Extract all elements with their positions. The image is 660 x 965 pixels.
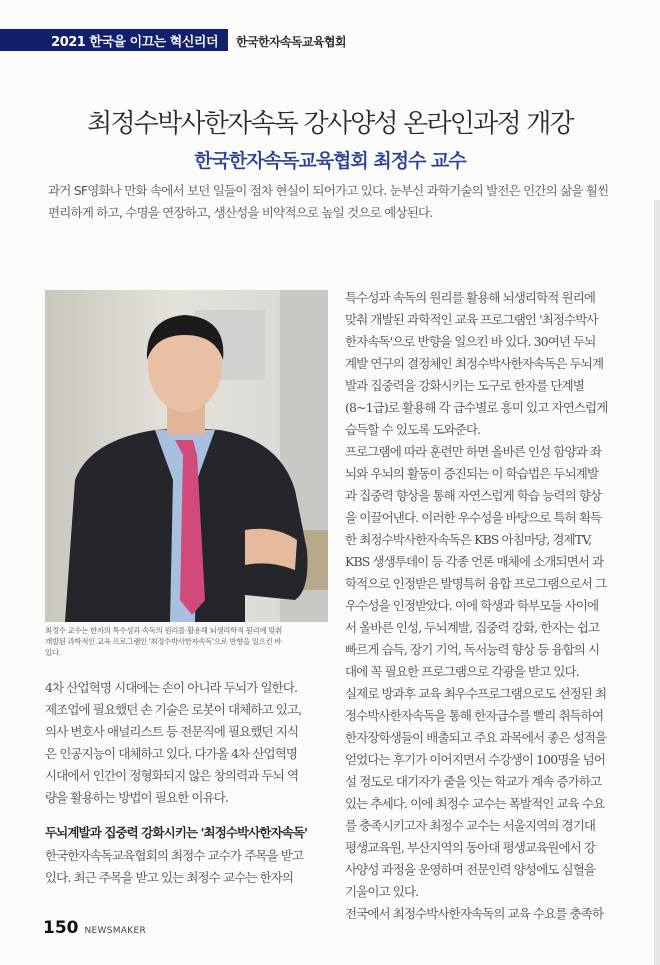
body-line: 맞춰 개발된 과학적인 교육 프로그램인 '최정수박사: [345, 312, 598, 327]
body-line: 사양성 과정을 운영하며 전문인력 양성에도 심혈을: [345, 862, 596, 877]
body-line: 설 정도로 대기자가 줄을 잇는 학교가 계속 증가하고: [345, 774, 602, 789]
body-line: 과 집중력 향상을 통해 자연스럽게 학습 능력의 향상: [345, 488, 602, 503]
body-line: 한국한자속독교육협회의 최정수 교수가 주목을 받고: [45, 848, 304, 863]
body-line: 4차 산업혁명 시대에는 손이 아니라 두뇌가 일한다.: [45, 680, 298, 695]
page-number: 150: [43, 918, 79, 938]
article-title: 최정수박사한자속독 강사양성 온라인과정 개강: [87, 109, 573, 139]
body-line: 프로그램에 따라 훈련만 하면 올바른 인성 함양과 좌: [345, 444, 602, 459]
body-line: 제조업에 필요했던 손 기술은 로봇이 대체하고 있고,: [45, 702, 302, 717]
article-intro: [48, 180, 628, 224]
portrait-illustration: [45, 290, 328, 622]
body-line: 시대에서 인간이 정형화되지 않은 창의력과 두뇌 역: [45, 768, 299, 783]
body-line: 대에 꼭 필요한 프로그램으로 각광을 받고 있다.: [345, 664, 579, 679]
body-line: 은 인공지능이 대체하고 있다. 다가올 4차 산업혁명: [45, 746, 298, 761]
body-line: 전국에서 최정수박사한자속독의 교육 수요를 충족하: [345, 906, 604, 921]
body-line: 실제로 방과후 교육 최우수프로그램으로도 선정된 최: [345, 686, 607, 701]
body-line: 발과 집중력을 강화시키는 도구로 한자를 단계별: [345, 378, 584, 393]
body-line: KBS 생생투데이 등 각종 언론 매체에 소개되면서 과: [345, 554, 604, 569]
page-edge-shadow: [654, 200, 660, 965]
body-line: 서 올바른 인성, 두뇌계발, 집중력 강화, 한자는 쉽고: [345, 620, 600, 635]
body-line: 한 최정수박사한자속독은 KBS 아침마당, 경제TV,: [345, 532, 592, 547]
body-line: 계발 연구의 결정체인 최정수박사한자속독은 두뇌계: [345, 356, 604, 371]
body-line: 있는 추세다. 이에 최정수 교수는 폭발적인 교육 수요: [345, 796, 605, 811]
body-line: 뇌와 우뇌의 활동이 증진되는 이 학습법은 두뇌계발: [345, 466, 599, 481]
body-line: 를 충족시키고자 최정수 교수는 서울지역의 경기대: [345, 818, 596, 833]
magazine-name: NEWSMAKER: [84, 926, 146, 936]
body-line: 얻었다는 후기가 이어지면서 수강생이 100명을 넘어: [345, 752, 606, 767]
caption-line: 있다.: [45, 648, 61, 657]
portrait-photo: [45, 290, 328, 622]
body-line: 특수성과 속독의 원리를 활용해 뇌생리학적 원리에: [345, 290, 596, 305]
body-line: 량을 활용하는 방법이 필요한 이유다.: [45, 790, 228, 805]
series-banner: [0, 29, 228, 51]
caption-line: 개발된 과학적인 교육 프로그램인 '최정수박사한자속독'으로 반향을 일으킨 바: [45, 637, 282, 646]
body-line: 있다. 최근 주목을 받고 있는 최정수 교수는 한자의: [45, 870, 294, 885]
body-line: (8~1급)로 활용해 각 급수별로 흥미 있고 자연스럽게: [345, 400, 608, 415]
series-label: 2021 한국을 이끄는 혁신리더: [51, 35, 218, 50]
body-line: 한자속독'으로 반향을 일으킨 바 있다. 30여년 두뇌: [345, 334, 596, 349]
body-line: 습득할 수 있도록 도와준다.: [345, 422, 481, 437]
intro-line: 편리하게 하고, 수명을 연장하고, 생산성을 비약적으로 높일 것으로 예상된다.: [48, 205, 433, 220]
page-footer: [43, 918, 146, 938]
left-column: [45, 677, 335, 889]
body-line: 빠르게 습득, 장기 기억, 독서능력 향상 등 융합의 시: [345, 642, 600, 657]
article-subtitle: 한국한자속독교육협회 최정수 교수: [194, 150, 466, 172]
body-line: 의사 변호사 애널리스트 등 전문직에 필요했던 지식: [45, 724, 299, 739]
section-heading: 두뇌계발과 집중력 강화시키는 '최정수박사한자속독': [45, 825, 308, 840]
body-line: 우수성을 인정받았다. 이에 학생과 학부모들 사이에: [345, 598, 599, 613]
body-line: 을 이끌어낸다. 이러한 우수성을 바탕으로 특허 획득: [345, 510, 602, 525]
body-line: 정수박사한자속독을 통해 한자급수를 빨리 취득하여: [345, 708, 604, 723]
body-line: 한자장학생들이 배출되고 주요 과목에서 좋은 성적을: [345, 730, 607, 745]
body-line: 평생교육원, 부산지역의 동아대 평생교육원에서 강: [345, 840, 596, 855]
intro-line: 과거 SF영화나 만화 속에서 보던 일들이 점차 현실이 되어가고 있다. 눈부신 과학기술의 발전은 인간의 삶을 훨씬: [48, 183, 609, 198]
caption-line: 최정수 교수는 한자의 특수성과 속독의 원리를 활용해 뇌생리학적 원리에 맞춰: [45, 626, 282, 635]
photo-caption: [45, 625, 330, 658]
right-column: [345, 287, 657, 925]
body-line: 기울이고 있다.: [345, 884, 419, 899]
body-line: 학적으로 인정받은 발명특허 융합 프로그램으로서 그: [345, 576, 607, 591]
header-organization: 한국한자속독교육협회: [236, 35, 346, 49]
